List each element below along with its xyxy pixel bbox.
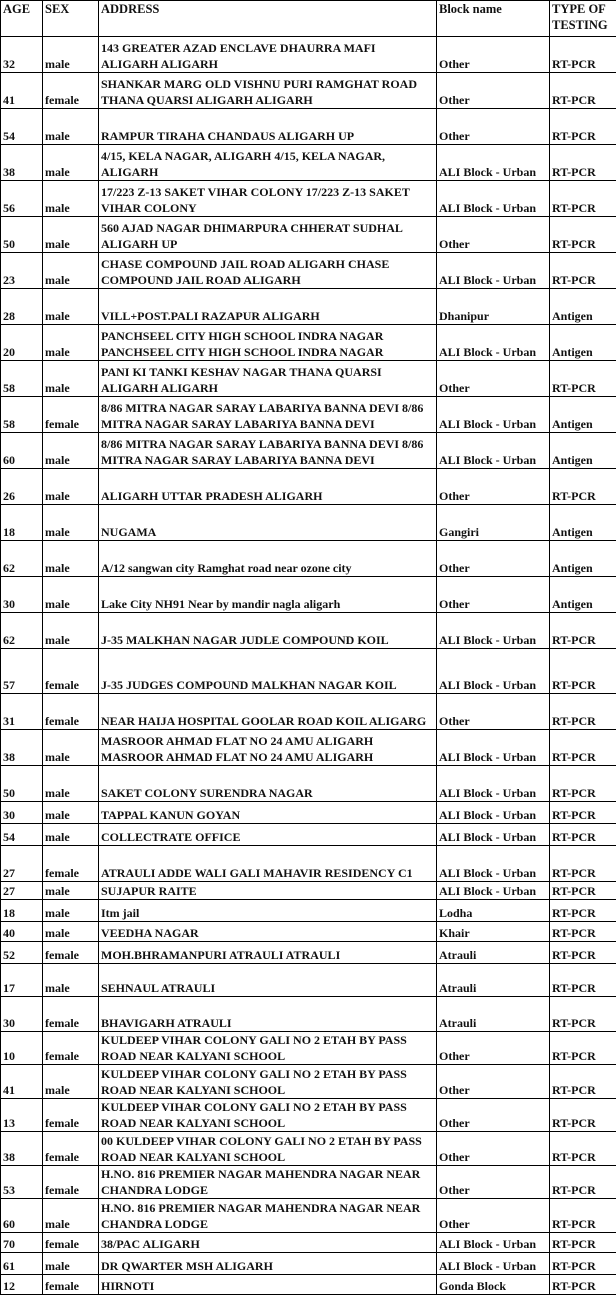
cell-sex: female	[43, 1099, 99, 1132]
cell-block-name: ALI Block - Urban	[437, 397, 550, 433]
table-row	[1, 1199, 616, 1233]
cell-age: 10	[1, 1032, 43, 1065]
cell-sex: male	[43, 964, 99, 997]
cell-sex: male	[43, 217, 99, 253]
table-row	[1, 73, 616, 109]
cell-age: 38	[1, 1132, 43, 1166]
cell-age: 70	[1, 1233, 43, 1253]
cell-block-name: ALI Block - Urban	[437, 181, 550, 217]
cell-block-name: Gonda Block	[437, 1275, 550, 1295]
table-row	[1, 802, 616, 824]
cell-age: 38	[1, 145, 43, 181]
cell-block-name: Other	[437, 1099, 550, 1132]
cell-address: ATRAULI ADDE WALI GALI MAHAVIR RESIDENCY C1	[99, 846, 437, 882]
cell-type-of-testing: RT-PCR	[550, 824, 616, 846]
table-row	[1, 1253, 616, 1275]
cell-type-of-testing: RT-PCR	[550, 361, 616, 397]
cell-type-of-testing: RT-PCR	[550, 1132, 616, 1166]
cell-age: 53	[1, 1166, 43, 1199]
cell-address: J-35 JUDGES COMPOUND MALKHAN NAGAR KOIL	[99, 649, 437, 694]
cell-type-of-testing: RT-PCR	[550, 1253, 616, 1275]
cell-block-name: Atrauli	[437, 997, 550, 1032]
cell-address: ALIGARH UTTAR PRADESH ALIGARH	[99, 469, 437, 505]
cell-type-of-testing: RT-PCR	[550, 73, 616, 109]
table-row	[1, 1132, 616, 1166]
cell-age: 30	[1, 577, 43, 613]
cell-type-of-testing: RT-PCR	[550, 1032, 616, 1065]
cell-address: 560 AJAD NAGAR DHIMARPURA CHHERAT SUDHAL ALIGARH UP	[99, 217, 437, 253]
cell-sex: male	[43, 1065, 99, 1099]
cell-address: TAPPAL KANUN GOYAN	[99, 802, 437, 824]
cell-block-name: ALI Block - Urban	[437, 1253, 550, 1275]
cell-type-of-testing: RT-PCR	[550, 730, 616, 766]
cell-type-of-testing: Antigen	[550, 397, 616, 433]
cell-age: 60	[1, 433, 43, 469]
cell-type-of-testing: RT-PCR	[550, 613, 616, 649]
cell-age: 41	[1, 1065, 43, 1099]
cell-type-of-testing: RT-PCR	[550, 1099, 616, 1132]
header-sex: SEX	[43, 1, 99, 37]
cell-sex: male	[43, 289, 99, 325]
cell-age: 38	[1, 730, 43, 766]
cell-type-of-testing: RT-PCR	[550, 145, 616, 181]
header-age: AGE	[1, 1, 43, 37]
table-row	[1, 577, 616, 613]
table-row	[1, 1032, 616, 1065]
cell-type-of-testing: RT-PCR	[550, 649, 616, 694]
header-block-name: Block name	[437, 1, 550, 37]
cell-address: KULDEEP VIHAR COLONY GALI NO 2 ETAH BY PASS ROAD NEAR KALYANI SCHOOL	[99, 1099, 437, 1132]
table-row	[1, 882, 616, 900]
cell-block-name: ALI Block - Urban	[437, 325, 550, 361]
cell-block-name: Other	[437, 73, 550, 109]
cell-address: 17/223 Z-13 SAKET VIHAR COLONY 17/223 Z-13 SAKET VIHAR COLONY	[99, 181, 437, 217]
cell-age: 57	[1, 649, 43, 694]
cell-address: Lake City NH91 Near by mandir nagla aligarh	[99, 577, 437, 613]
cell-age: 62	[1, 541, 43, 577]
cell-block-name: ALI Block - Urban	[437, 824, 550, 846]
cell-type-of-testing: Antigen	[550, 541, 616, 577]
table-row	[1, 145, 616, 181]
cell-age: 30	[1, 802, 43, 824]
cell-age: 52	[1, 942, 43, 964]
table-row	[1, 766, 616, 802]
table-row	[1, 613, 616, 649]
table-row	[1, 1233, 616, 1253]
table-row	[1, 433, 616, 469]
table-row	[1, 469, 616, 505]
table-header	[1, 1, 616, 37]
cell-block-name: Gangiri	[437, 505, 550, 541]
cell-block-name: ALI Block - Urban	[437, 253, 550, 289]
cell-type-of-testing: Antigen	[550, 505, 616, 541]
cell-sex: male	[43, 922, 99, 942]
cell-age: 12	[1, 1275, 43, 1295]
cell-address: Itm jail	[99, 900, 437, 922]
cell-type-of-testing: Antigen	[550, 289, 616, 325]
cell-age: 56	[1, 181, 43, 217]
cell-block-name: Lodha	[437, 900, 550, 922]
cell-block-name: Khair	[437, 922, 550, 942]
cell-age: 58	[1, 397, 43, 433]
cell-sex: male	[43, 469, 99, 505]
cell-type-of-testing: RT-PCR	[550, 882, 616, 900]
cell-address: SHANKAR MARG OLD VISHNU PURI RAMGHAT ROAD THANA QUARSI ALIGARH ALIGARH	[99, 73, 437, 109]
table-row	[1, 217, 616, 253]
cell-address: RAMPUR TIRAHA CHANDAUS ALIGARH UP	[99, 109, 437, 145]
table-row	[1, 1065, 616, 1099]
cell-sex: male	[43, 145, 99, 181]
cell-type-of-testing: RT-PCR	[550, 766, 616, 802]
cell-address: HIRNOTI	[99, 1275, 437, 1295]
cell-type-of-testing: RT-PCR	[550, 1199, 616, 1233]
cell-block-name: Other	[437, 1132, 550, 1166]
cell-address: SEHNAUL ATRAULI	[99, 964, 437, 997]
table-row	[1, 181, 616, 217]
cell-type-of-testing: RT-PCR	[550, 37, 616, 73]
cell-block-name: Other	[437, 1166, 550, 1199]
cell-type-of-testing: RT-PCR	[550, 217, 616, 253]
cell-address: H.NO. 816 PREMIER NAGAR MAHENDRA NAGAR NEAR CHANDRA LODGE	[99, 1166, 437, 1199]
header-address: ADDRESS	[99, 1, 437, 37]
cell-age: 27	[1, 846, 43, 882]
table-row	[1, 397, 616, 433]
cell-address: NUGAMA	[99, 505, 437, 541]
cell-sex: male	[43, 505, 99, 541]
cell-block-name: ALI Block - Urban	[437, 433, 550, 469]
cell-block-name: Other	[437, 361, 550, 397]
cell-sex: female	[43, 1132, 99, 1166]
table-row	[1, 1166, 616, 1199]
cell-sex: male	[43, 824, 99, 846]
cell-block-name: ALI Block - Urban	[437, 613, 550, 649]
table-row	[1, 649, 616, 694]
cell-age: 40	[1, 922, 43, 942]
cell-address: DR QWARTER MSH ALIGARH	[99, 1253, 437, 1275]
cell-type-of-testing: RT-PCR	[550, 694, 616, 730]
cell-age: 17	[1, 964, 43, 997]
cell-block-name: Other	[437, 469, 550, 505]
table-row	[1, 37, 616, 73]
cell-age: 58	[1, 361, 43, 397]
cell-address: BHAVIGARH ATRAULI	[99, 997, 437, 1032]
cell-sex: female	[43, 997, 99, 1032]
cell-address: PANCHSEEL CITY HIGH SCHOOL INDRA NAGAR PANCHSEEL CITY HIGH SCHOOL INDRA NAGAR	[99, 325, 437, 361]
cell-sex: female	[43, 73, 99, 109]
cell-sex: female	[43, 1166, 99, 1199]
cell-address: KULDEEP VIHAR COLONY GALI NO 2 ETAH BY PASS ROAD NEAR KALYANI SCHOOL	[99, 1065, 437, 1099]
cell-address: J-35 MALKHAN NAGAR JUDLE COMPOUND KOIL	[99, 613, 437, 649]
cell-block-name: ALI Block - Urban	[437, 846, 550, 882]
cell-age: 62	[1, 613, 43, 649]
cell-address: MASROOR AHMAD FLAT NO 24 AMU ALIGARH MASROOR AHMAD FLAT NO 24 AMU ALIGARH	[99, 730, 437, 766]
cell-type-of-testing: RT-PCR	[550, 997, 616, 1032]
cell-address: VEEDHA NAGAR	[99, 922, 437, 942]
cell-block-name: ALI Block - Urban	[437, 145, 550, 181]
cell-block-name: Other	[437, 109, 550, 145]
cell-address: 00 KULDEEP VIHAR COLONY GALI NO 2 ETAH BY PASS ROAD NEAR KALYANI SCHOOL	[99, 1132, 437, 1166]
cell-type-of-testing: RT-PCR	[550, 964, 616, 997]
cell-address: A/12 sangwan city Ramghat road near ozone city	[99, 541, 437, 577]
cell-age: 61	[1, 1253, 43, 1275]
table-row	[1, 824, 616, 846]
cell-sex: female	[43, 942, 99, 964]
cell-age: 54	[1, 109, 43, 145]
cell-block-name: Other	[437, 217, 550, 253]
cell-address: KULDEEP VIHAR COLONY GALI NO 2 ETAH BY PASS ROAD NEAR KALYANI SCHOOL	[99, 1032, 437, 1065]
cell-sex: male	[43, 541, 99, 577]
cell-type-of-testing: RT-PCR	[550, 469, 616, 505]
cell-sex: male	[43, 730, 99, 766]
cell-type-of-testing: Antigen	[550, 577, 616, 613]
cell-sex: female	[43, 397, 99, 433]
cell-sex: female	[43, 1032, 99, 1065]
cell-address: NEAR HAIJA HOSPITAL GOOLAR ROAD KOIL ALIGARG	[99, 694, 437, 730]
cell-sex: male	[43, 577, 99, 613]
cell-address: H.NO. 816 PREMIER NAGAR MAHENDRA NAGAR NEAR CHANDRA LODGE	[99, 1199, 437, 1233]
cell-type-of-testing: RT-PCR	[550, 942, 616, 964]
cell-sex: male	[43, 325, 99, 361]
cell-block-name: Other	[437, 1032, 550, 1065]
cell-block-name: Other	[437, 1065, 550, 1099]
cell-block-name: ALI Block - Urban	[437, 766, 550, 802]
table-row	[1, 922, 616, 942]
cell-type-of-testing: RT-PCR	[550, 109, 616, 145]
table-row	[1, 505, 616, 541]
table-row	[1, 997, 616, 1032]
cell-block-name: ALI Block - Urban	[437, 730, 550, 766]
cell-address: CHASE COMPOUND JAIL ROAD ALIGARH CHASE COMPOUND JAIL ROAD ALIGARH	[99, 253, 437, 289]
cell-age: 18	[1, 505, 43, 541]
cell-type-of-testing: RT-PCR	[550, 1065, 616, 1099]
cell-age: 13	[1, 1099, 43, 1132]
cell-type-of-testing: RT-PCR	[550, 900, 616, 922]
cell-sex: female	[43, 846, 99, 882]
cell-age: 20	[1, 325, 43, 361]
cell-block-name: ALI Block - Urban	[437, 882, 550, 900]
cell-age: 50	[1, 766, 43, 802]
header-row	[1, 1, 616, 37]
cell-type-of-testing: RT-PCR	[550, 181, 616, 217]
table-row	[1, 964, 616, 997]
cell-sex: female	[43, 694, 99, 730]
table-row	[1, 541, 616, 577]
cell-sex: male	[43, 109, 99, 145]
cell-type-of-testing: Antigen	[550, 325, 616, 361]
cell-type-of-testing: RT-PCR	[550, 1275, 616, 1295]
cell-sex: female	[43, 649, 99, 694]
cell-sex: male	[43, 613, 99, 649]
cell-address: 8/86 MITRA NAGAR SARAY LABARIYA BANNA DEVI 8/86 MITRA NAGAR SARAY LABARIYA BANNA DEVI	[99, 397, 437, 433]
cell-type-of-testing: RT-PCR	[550, 253, 616, 289]
cell-address: 8/86 MITRA NAGAR SARAY LABARIYA BANNA DEVI 8/86 MITRA NAGAR SARAY LABARIYA BANNA DEVI	[99, 433, 437, 469]
cell-age: 60	[1, 1199, 43, 1233]
cell-block-name: Atrauli	[437, 964, 550, 997]
cell-address: SAKET COLONY SURENDRA NAGAR	[99, 766, 437, 802]
table-row	[1, 900, 616, 922]
header-type-of-testing: TYPE OF TESTING	[550, 1, 616, 37]
cell-type-of-testing: RT-PCR	[550, 1166, 616, 1199]
table-row	[1, 361, 616, 397]
cell-block-name: ALI Block - Urban	[437, 802, 550, 824]
cell-age: 18	[1, 900, 43, 922]
table-body	[1, 37, 616, 1295]
cell-address: MOH.BHRAMANPURI ATRAULI ATRAULI	[99, 942, 437, 964]
cell-type-of-testing: RT-PCR	[550, 846, 616, 882]
cell-age: 30	[1, 997, 43, 1032]
cell-age: 26	[1, 469, 43, 505]
cell-block-name: ALI Block - Urban	[437, 649, 550, 694]
cell-block-name: Other	[437, 1199, 550, 1233]
cell-sex: male	[43, 766, 99, 802]
cell-sex: male	[43, 181, 99, 217]
cell-sex: female	[43, 1233, 99, 1253]
cell-age: 28	[1, 289, 43, 325]
cell-type-of-testing: RT-PCR	[550, 802, 616, 824]
table-row	[1, 694, 616, 730]
cell-sex: male	[43, 900, 99, 922]
cell-sex: male	[43, 253, 99, 289]
cell-sex: male	[43, 37, 99, 73]
cell-age: 27	[1, 882, 43, 900]
cell-sex: male	[43, 1199, 99, 1233]
table-row	[1, 325, 616, 361]
cell-block-name: Other	[437, 37, 550, 73]
cell-age: 54	[1, 824, 43, 846]
cell-age: 50	[1, 217, 43, 253]
cell-address: COLLECTRATE OFFICE	[99, 824, 437, 846]
cell-sex: male	[43, 882, 99, 900]
cell-age: 41	[1, 73, 43, 109]
cell-sex: male	[43, 361, 99, 397]
cell-address: PANI KI TANKI KESHAV NAGAR THANA QUARSI ALIGARH ALIGARH	[99, 361, 437, 397]
cell-age: 31	[1, 694, 43, 730]
cell-sex: female	[43, 1275, 99, 1295]
cell-block-name: Other	[437, 577, 550, 613]
cell-type-of-testing: RT-PCR	[550, 922, 616, 942]
table-row	[1, 109, 616, 145]
cell-address: 4/15, KELA NAGAR, ALIGARH 4/15, KELA NAGAR, ALIGARH	[99, 145, 437, 181]
cell-block-name: Dhanipur	[437, 289, 550, 325]
table-row	[1, 846, 616, 882]
cell-block-name: ALI Block - Urban	[437, 1233, 550, 1253]
cell-type-of-testing: Antigen	[550, 433, 616, 469]
cell-block-name: Atrauli	[437, 942, 550, 964]
cell-address: SUJAPUR RAITE	[99, 882, 437, 900]
cell-address: 143 GREATER AZAD ENCLAVE DHAURRA MAFI ALIGARH ALIGARH	[99, 37, 437, 73]
cell-sex: male	[43, 1253, 99, 1275]
table-row	[1, 730, 616, 766]
cell-block-name: Other	[437, 541, 550, 577]
table-row	[1, 289, 616, 325]
cell-sex: male	[43, 433, 99, 469]
cell-block-name: Other	[437, 694, 550, 730]
cell-age: 23	[1, 253, 43, 289]
cell-age: 32	[1, 37, 43, 73]
cell-address: 38/PAC ALIGARH	[99, 1233, 437, 1253]
table-row	[1, 253, 616, 289]
cell-sex: male	[43, 802, 99, 824]
table-row	[1, 942, 616, 964]
table-row	[1, 1099, 616, 1132]
cell-address: VILL+POST.PALI RAZAPUR ALIGARH	[99, 289, 437, 325]
cell-type-of-testing: RT-PCR	[550, 1233, 616, 1253]
table-row	[1, 1275, 616, 1295]
